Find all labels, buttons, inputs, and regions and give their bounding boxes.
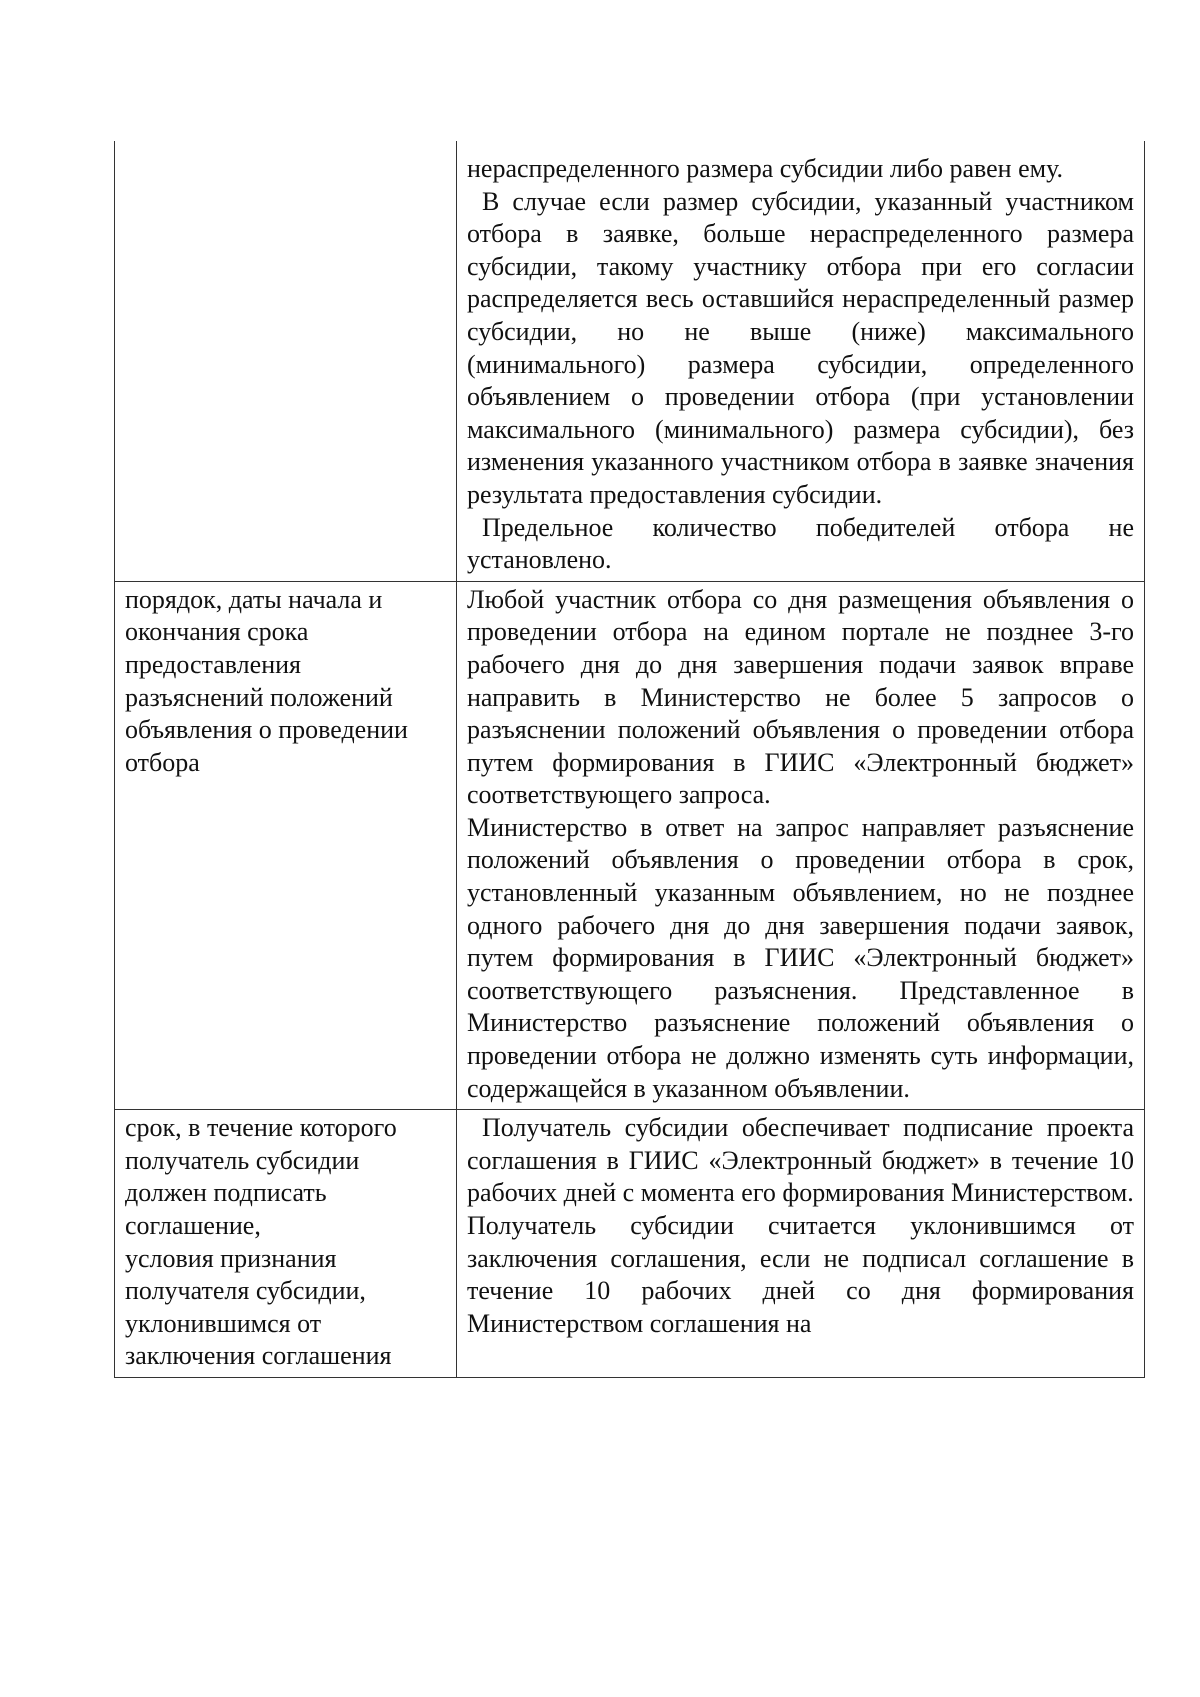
label-line: получатель субсидии xyxy=(125,1145,360,1175)
row-content-cell xyxy=(457,1110,1145,1378)
label-line: соглашение, xyxy=(125,1211,261,1240)
label-line: окончания срока xyxy=(125,617,309,647)
label-line: отбора xyxy=(125,747,200,777)
paragraph: Предельное количество победителей отбора не установлено. xyxy=(467,512,1134,575)
table-row xyxy=(115,581,1145,1110)
row-label-cell xyxy=(115,1110,457,1378)
paragraph: Министерство в ответ на запрос направляет разъяснение положений объявления о проведении отбора в срок, установленный указанным объявлением, но не позднее одного рабочего дня до дня завершения подачи заявок, путем формирования в ГИИС «Электронный бюджет» соответствующего разъяснения. Представленное в Министерство разъяснение положений объявления о проведении отбора не должно изменять суть информации, содержащейся в указанном объявлении. xyxy=(467,812,1134,1103)
label-line: должен подписать xyxy=(125,1178,327,1208)
label-line: заключения соглашения xyxy=(125,1341,392,1371)
announcement-table xyxy=(114,141,1145,1378)
row-content-cell xyxy=(457,581,1145,1110)
paragraph: В случае если размер субсидии, указанный участником отбора в заявке, больше нераспределенного размера субсидии, такому участнику отбора при его согласии распределяется весь оставшийся нераспределенный размер субсидии, но не выше (ниже) максимального (минимального) размера субсидии, определенного объявлением о проведении отбора (при установлении максимального (минимального) размера субсидии), без изменения указанного участником отбора в заявке значения результата предоставления субсидии. xyxy=(467,186,1134,509)
row-label-cell xyxy=(115,141,457,581)
label-line: разъяснений положений xyxy=(125,682,393,712)
label-line: уклонившимся от xyxy=(125,1308,322,1338)
label-line: срок, в течение которого xyxy=(125,1113,397,1143)
paragraph: нераспределенного размера субсидии либо равен ему. xyxy=(467,154,1063,183)
table-row xyxy=(115,141,1145,581)
label-line: порядок, даты начала и xyxy=(125,584,383,614)
paragraph: Получатель субсидии считается уклонившимся от заключения соглашения, если не подписал соглашение в течение 10 рабочих дней со дня формирования Министерством соглашения на xyxy=(467,1211,1134,1338)
label-line: объявления о проведении xyxy=(125,715,408,745)
table-row xyxy=(115,1110,1145,1378)
row-content-cell xyxy=(457,141,1145,581)
label-line: получателя субсидии, xyxy=(125,1276,366,1306)
paragraph: Любой участник отбора со дня размещения объявления о проведении отбора на едином портале не позднее 3-го рабочего дня до дня завершения подачи заявок вправе направить в Министерство не более 5 запросов о разъяснении положений объявления о проведении отбора путем формирования в ГИИС «Электронный бюджет» соответствующего запроса. xyxy=(467,584,1134,810)
label-line: предоставления xyxy=(125,649,301,679)
label-line: условия признания xyxy=(125,1243,337,1273)
row-label-cell xyxy=(115,581,457,1110)
paragraph: Получатель субсидии обеспечивает подписание проекта соглашения в ГИИС «Электронный бюджет» в течение 10 рабочих дней с момента его формирования Министерством. xyxy=(467,1113,1134,1208)
